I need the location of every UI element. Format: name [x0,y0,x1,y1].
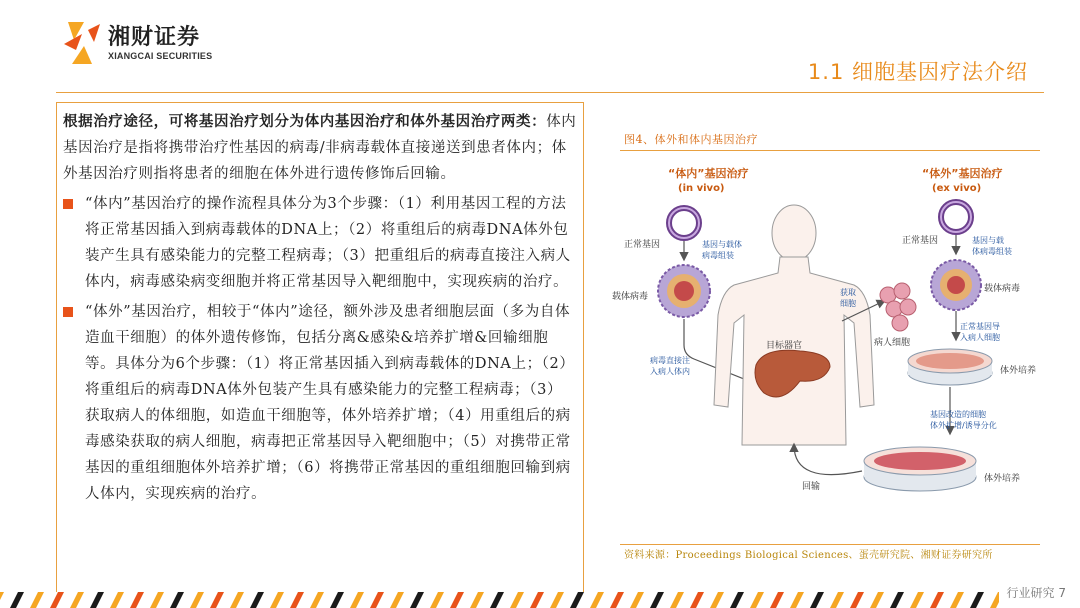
plasmid-right-icon [941,202,971,232]
intro-text: 体内基因治疗是指将携带治疗性基因的病毒/非病毒载体直接递送到患者体内；体外基因治疗则指将患者的细胞在体外进行遗传修饰后回输。 [63,114,577,182]
gene-carrier-right-label-1: 基因与载 [972,236,1004,245]
culture-dish-2-icon [864,447,976,491]
import-label-1: 正常基因导 [960,322,1000,331]
footer-page-label: 行业研究 7 [999,584,1066,604]
figure-caption: 图4、体外和体内基因治疗 [624,133,758,146]
bullet-exvivo [63,299,577,507]
figure-bottom-rule [620,544,1040,545]
patient-cells-icon [880,283,916,331]
reinfuse-label: 回输 [802,482,821,492]
plasmid-left-icon [669,208,699,238]
modified-label-2: 体外扩增/诱导分化 [930,421,997,430]
invivo-subtitle: (in vivo) [678,183,725,194]
target-organ-label: 目标器官 [766,341,803,351]
exvivo-subtitle: (ex vivo) [932,183,982,194]
bullet-invivo-text: “体内”基因治疗的操作流程具体分为3个步骤：（1）利用基因工程的方法将正常基因插入到病毒载体的DNA上；（2）将重组后的病毒DNA体外包装产生具有感染能力的完整工程病毒；（3）把重组后的病毒直接注入病人体内，病毒感染病变细胞并将正常基因导入靶细胞中，实现疾病的治疗。 [85,196,571,290]
vector-virus-left-label: 载体病毒 [612,292,649,302]
intro-paragraph [63,109,577,187]
bullet-square-icon [63,307,73,317]
culture-label-1: 体外培养 [1000,366,1037,376]
bullet-exvivo-text: “体外”基因治疗，相较于“体内”途径，额外涉及患者细胞层面（多为自体造血干细胞）的体外遗传修饰，包括分离&感染&培养扩增&回输细胞等。具体分为6个步骤：（1）将正常基因插入到病毒载体的DNA上；（2）将重组后的病毒DNA体外包装产生具有感染能力的完整工程病毒；（3）获取病人的体细胞，如造血干细胞等，体外培养扩增；（4）用重组后的病毒感染获取的病人细胞，病毒把正常基因导入靶细胞中；（5）对携带正常基因的重组细胞体外培养扩增；（6）将携带正常基因的重组细胞回输到病人体内，实现疾病的治疗。 [85,304,575,502]
bullet-square-icon [63,199,73,209]
figure-source: 资料来源：Proceedings Biological Sciences、蛋壳研究院、湘财证券研究所 [624,550,993,561]
inject-label-2: 入病人体内 [650,367,690,376]
virus-right-icon [931,260,981,310]
culture-dish-1-icon [908,349,992,385]
intro-bold-text: 根据治疗途径，可将基因治疗划分为体内基因治疗和体外基因治疗两类： [63,113,547,130]
section-title: 1.1 细胞基因疗法介绍 [807,60,1028,84]
exvivo-title: “体外”基因治疗 [922,167,1003,180]
vector-virus-right-label: 载体病毒 [984,284,1021,294]
gene-carrier-right-label-2: 体病毒组装 [972,247,1012,256]
normal-gene-left-label: 正常基因 [624,240,661,250]
culture-label-2: 体外培养 [984,474,1021,484]
obtain-cells-label-1: 获取 [840,288,856,297]
obtain-cells-label-2: 细胞 [840,299,856,308]
gene-carrier-left-label-2: 病毒组装 [702,251,734,260]
patient-cells-label: 病人细胞 [874,338,911,348]
title-divider [56,92,1044,93]
text-panel [56,102,584,594]
inject-label-1: 病毒直接注 [650,356,690,365]
logo-en-text: XIANGCAI SECURITIES [108,51,213,61]
figure-top-rule [620,150,1040,151]
normal-gene-right-label: 正常基因 [902,236,939,246]
footer-stripe-decoration [0,592,1080,608]
invivo-title: “体内”基因治疗 [668,167,749,180]
virus-left-icon [658,265,710,317]
company-logo [62,20,212,66]
modified-label-1: 基因改造的细胞 [930,410,986,419]
import-label-2: 入病人细胞 [960,333,1000,342]
gene-carrier-left-label-1: 基因与载体 [702,240,742,249]
gene-therapy-diagram [604,155,1044,545]
logo-mark-icon [62,20,102,66]
bullet-invivo [63,191,577,295]
logo-cn-text: 湘财证券 [108,25,201,50]
